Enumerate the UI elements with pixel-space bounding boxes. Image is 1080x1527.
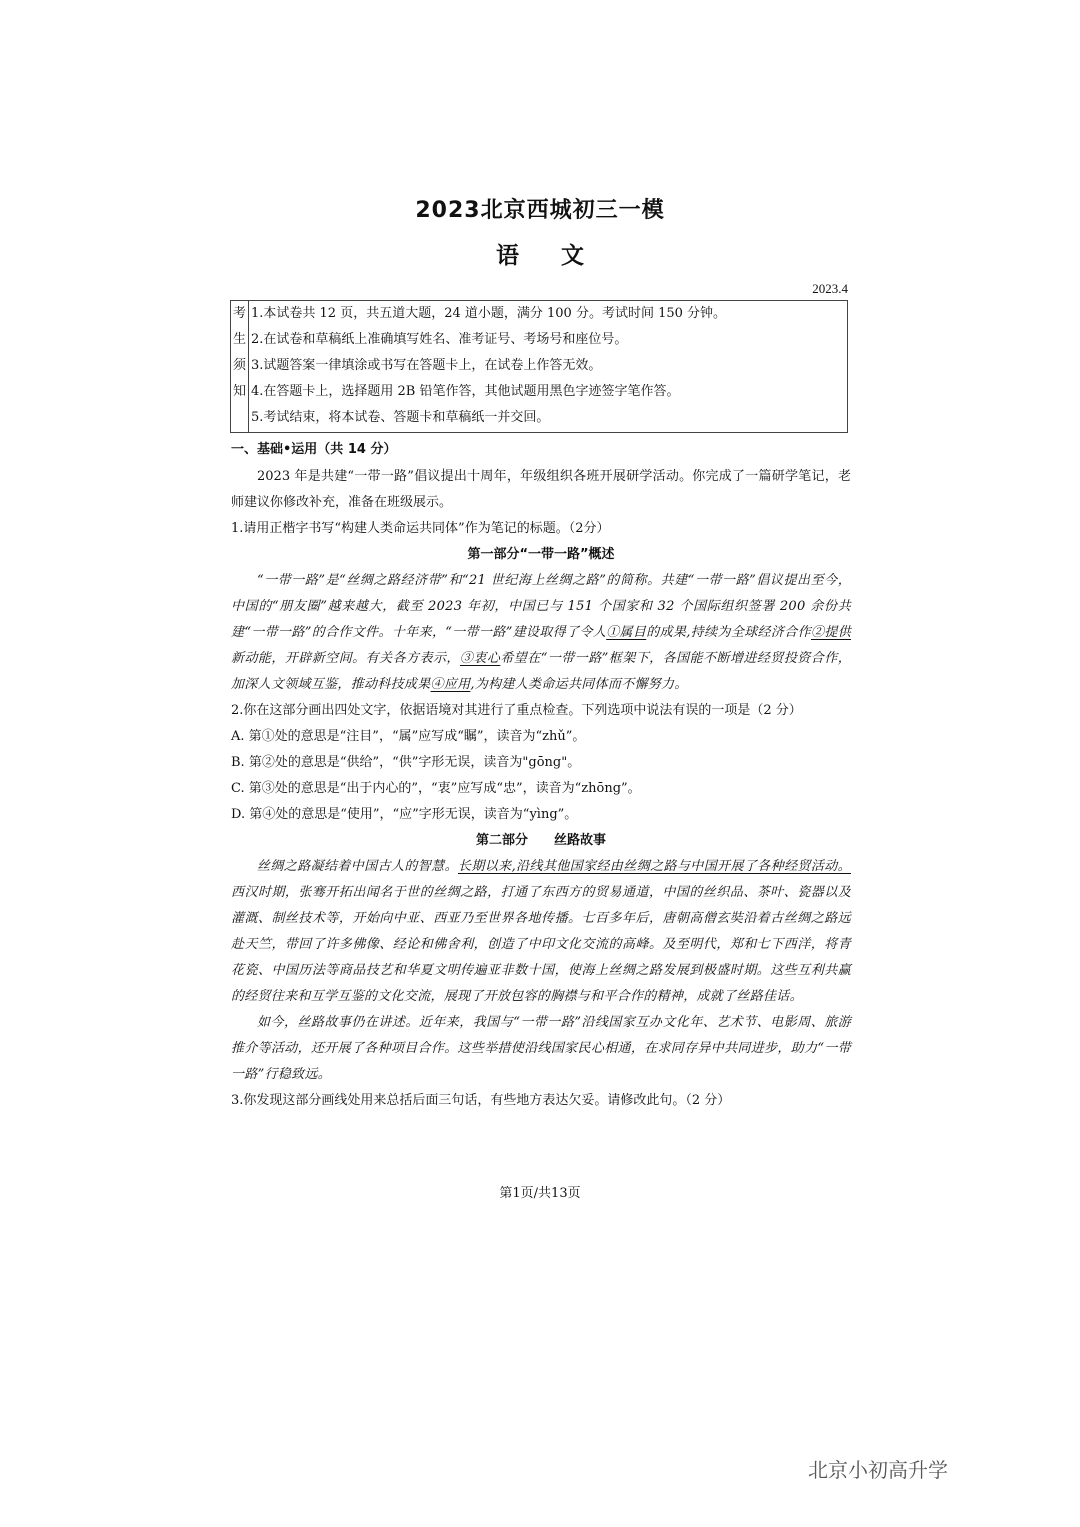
part2-paragraph-1 [231,854,851,1010]
underlined-sentence: 长期以来,沿线其他国家经由丝绸之路与中国开展了各种经贸活动。 [457,859,851,874]
part2-text: 丝绸之路凝结着中国古人的智慧。 [257,859,458,874]
part1-text: 新动能，开辟新空间。有关各方表示， [231,651,460,666]
notice-item: 2.在试卷和草稿纸上准确填写姓名、准考证号、考场号和座位号。 [251,332,628,347]
page-title: 2023北京西城初三一模 [415,198,665,223]
option-a: A. 第①处的意思是“注目”，“属”应写成“瞩”，读音为“zhǔ”。 [231,729,586,744]
question-3: 3.你发现这部分画线处用来总括后面三句话，有些地方表达欠妥。请修改此句。（2 分） [231,1093,731,1108]
marked-word-3: ③衷心 [459,651,501,666]
subject-title: 语文 [496,242,626,269]
notice-label-char: 生 [232,332,246,347]
part1-text: “一带一路”是“丝绸之路经济带”和“21 世纪海上丝绸之路”的简称。共建“一带一路”倡议提出至今，中国的“朋友圈”越来越大，截至 2023 年初，中国已与 151 个国家和 32 个国际组织签署 200 余份共建“一带一路”的合作文件。十年来，“一带一路”建设取得了令人 [231,573,851,640]
marked-word-2: ②提供 [810,625,851,640]
option-c: C. 第③处的意思是“出于内心的”，“衷”应写成“忠”，读音为“zhōng”。 [231,781,641,796]
notice-label-char: 须 [232,358,246,373]
part2-text: 西汉时期，张骞开拓出闻名于世的丝绸之路，打通了东西方的贸易通道，中国的丝织品、茶叶、瓷器以及灌溉、制丝技术等，开始向中亚、西亚乃至世界各地传播。七百多年后，唐朝高僧玄奘沿着古丝绸之路远赴天竺，带回了许多佛像、经论和佛舍利，创造了中印文化交流的高峰。及至明代，郑和七下西洋，将青花瓷、中国历法等商品技艺和华夏文明传遍亚非数十国，使海上丝绸之路发展到极盛时期。这些互利共赢的经贸往来和互学互鉴的文化交流，展现了开放包容的胸襟与和平合作的精神，成就了丝路佳话。 [231,885,851,1004]
marked-word-1: ①属目 [606,625,647,640]
notice-label-char: 知 [232,384,246,399]
part2-paragraph-2: 如今，丝路故事仍在讲述。近年来，我国与“一带一路”沿线国家互办文化年、艺术节、电影周、旅游推介等活动，还开展了各种项目合作。这些举措使沿线国家民心相通，在求同存异中共同进步，助力“一带一路”行稳致远。 [231,1015,851,1082]
section-body [231,464,851,1114]
part1-title: 第一部分“一带一路”概述 [467,547,615,562]
intro-paragraph: 2023 年是共建“一带一路”倡议提出十周年，年级组织各班开展研学活动。你完成了一篇研学笔记，老师建议你修改补充，准备在班级展示。 [231,469,851,510]
notice-label-char: 考 [232,306,246,321]
option-b: B. 第②处的意思是“供给”，“供”字形无误，读音为"gōng"。 [231,755,581,770]
part1-paragraph [231,568,851,698]
part1-text: 希望在“一带一路”框架下，各国能不断增进经贸投资合作，加深人文领域互鉴，推动科技成果 [231,651,851,692]
part2-title: 第二部分 丝路故事 [475,833,606,848]
notice-item: 1.本试卷共 12 页，共五道大题，24 道小题，满分 100 分。考试时间 150 分钟。 [251,306,727,321]
part1-text: 的成果,持续为全球经济合作 [646,625,811,640]
option-d: D. 第④处的意思是“使用”，“应”字形无误，读音为“yìng”。 [231,807,578,822]
exam-notice-box [230,300,848,433]
watermark-text: 北京小初高升学 [808,1458,948,1482]
section-heading: 一、基础•运用（共 14 分） [231,442,397,457]
part1-text: ,为构建人类命运共同体而不懈努力。 [470,677,688,692]
notice-items [249,301,847,432]
question-1: 1.请用正楷字书写“构建人类命运共同体”作为笔记的标题。（2分） [231,521,610,536]
notice-item: 5.考试结束，将本试卷、答题卡和草稿纸一并交回。 [251,410,550,425]
exam-date: 2023.4 [812,281,848,296]
notice-item: 3.试题答案一律填涂或书写在答题卡上，在试卷上作答无效。 [251,358,602,373]
notice-label [231,301,249,432]
notice-item: 4.在答题卡上，选择题用 2B 铅笔作答，其他试题用黑色字迹签字笔作答。 [251,384,680,399]
page-footer: 第1页/共13页 [499,1186,581,1201]
question-2: 2.你在这部分画出四处文字，依据语境对其进行了重点检查。下列选项中说法有误的一项是（2 分） [231,703,802,718]
marked-word-4: ④应用 [430,677,471,692]
